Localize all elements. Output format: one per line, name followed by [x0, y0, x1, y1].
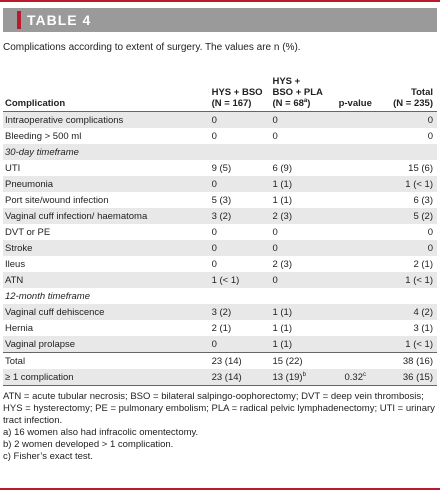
cell-hys-bso: [210, 128, 271, 144]
cell-p-value: [331, 369, 379, 386]
cell-hys-bso-value: 0: [211, 130, 217, 142]
table-row: [3, 256, 437, 272]
footnote-line: HYS = hysterectomy; PE = pulmonary embolism; PLA = radical pelvic lymphadenectomy; UTI = urinary: [3, 403, 435, 414]
footnote-marker: c: [362, 371, 366, 378]
cell-total: [379, 208, 437, 224]
column-header-p-value: [331, 63, 379, 112]
table-row: [3, 240, 437, 256]
cell-p-value: [331, 336, 379, 353]
table-row: [3, 208, 437, 224]
cell-hys-bso: [210, 353, 271, 370]
cell-total: [379, 112, 437, 129]
row-label: [3, 224, 210, 240]
cell-hys-bso-pla: [270, 320, 331, 336]
row-label: [3, 256, 210, 272]
cell-total-value: 1 (< 1): [405, 178, 433, 190]
cell-total-value: 2 (1): [413, 258, 433, 270]
row-label-value: Intraoperative complications: [5, 114, 124, 126]
column-header-close: ): [307, 98, 311, 109]
cell-hys-bso-pla: [270, 272, 331, 288]
cell-hys-bso-pla-value: 1 (1): [272, 322, 293, 334]
cell-total: [379, 128, 437, 144]
cell-hys-bso-value: 0: [211, 338, 217, 350]
cell-hys-bso-value: 0: [211, 258, 217, 270]
row-label: [3, 240, 210, 256]
table-footnotes: [3, 391, 435, 463]
cell-total-value: 0: [427, 226, 433, 238]
cell-total: [379, 336, 437, 353]
cell-total: [379, 160, 437, 176]
cell-hys-bso-pla-value: 0: [272, 130, 278, 142]
cell-p-value: [331, 208, 379, 224]
row-label-value: Hernia: [5, 322, 33, 334]
cell-total-value: 6 (3): [413, 194, 433, 206]
cell-hys-bso-pla-value: 6 (9): [272, 162, 293, 174]
cell-hys-bso-pla-value: 1 (1): [272, 338, 293, 350]
cell-hys-bso-value: 0: [211, 226, 217, 238]
cell-total-value: 0: [427, 130, 433, 142]
cell-hys-bso-value: 2 (1): [211, 322, 232, 334]
column-header-line: HYS +: [272, 76, 301, 87]
table-header-bar: [3, 8, 437, 32]
table-row: [3, 320, 437, 336]
table-row: [3, 112, 437, 129]
column-header-line: [272, 98, 329, 109]
row-label: [3, 320, 210, 336]
column-header-count: (N = 68: [272, 98, 304, 109]
cell-total: [379, 192, 437, 208]
cell-total-value: 36 (15): [402, 371, 433, 383]
section-label: 12-month timeframe: [5, 290, 91, 302]
row-label-value: Vaginal cuff infection/ haematoma: [5, 210, 148, 222]
cell-p-value: [331, 224, 379, 240]
column-header-line: HYS + BSO: [211, 87, 263, 98]
cell-total-value: 38 (16): [402, 355, 433, 367]
cell-p-value: [331, 240, 379, 256]
footnote-line: a) 16 women also had infracolic omentectomy.: [3, 427, 199, 438]
cell-hys-bso-pla-value: 1 (1): [272, 306, 293, 318]
row-label-value: Stroke: [5, 242, 33, 254]
cell-total: [379, 176, 437, 192]
cell-hys-bso-value: 23 (14): [211, 371, 242, 383]
row-label-value: Vaginal cuff dehiscence: [5, 306, 105, 318]
cell-hys-bso-pla: [270, 208, 331, 224]
cell-hys-bso-pla: [270, 176, 331, 192]
cell-total-value: 0: [427, 242, 433, 254]
cell-hys-bso-pla: [270, 192, 331, 208]
cell-hys-bso-pla-value: 2 (3): [272, 210, 293, 222]
cell-total-value: 3 (1): [413, 322, 433, 334]
row-label-value: Vaginal prolapse: [5, 338, 76, 350]
row-label: [3, 353, 210, 370]
table-row: [3, 369, 437, 386]
cell-hys-bso: [210, 160, 271, 176]
cell-hys-bso-value: 3 (2): [211, 210, 232, 222]
cell-hys-bso-pla: [270, 304, 331, 320]
cell-hys-bso-pla: [270, 336, 331, 353]
header-accent-mark: [17, 11, 21, 29]
cell-p-value: [331, 160, 379, 176]
row-label: [3, 272, 210, 288]
complications-table: [3, 63, 437, 386]
cell-hys-bso-pla-value: 13 (19): [272, 371, 303, 383]
cell-hys-bso-pla-value: 0: [272, 274, 278, 286]
cell-hys-bso: [210, 272, 271, 288]
cell-hys-bso: [210, 320, 271, 336]
cell-p-value: [331, 272, 379, 288]
cell-hys-bso-pla-value: 1 (1): [272, 178, 293, 190]
cell-hys-bso-pla: [270, 160, 331, 176]
cell-total: [379, 224, 437, 240]
column-header-line: p-value: [338, 98, 372, 109]
table-row: [3, 336, 437, 353]
cell-hys-bso-pla: [270, 256, 331, 272]
cell-hys-bso-pla: [270, 353, 331, 370]
cell-hys-bso: [210, 336, 271, 353]
row-label: [3, 304, 210, 320]
footnote-line: tract infection.: [3, 415, 63, 426]
column-header-hys-bso-pla: [270, 63, 331, 112]
column-header-line: Total: [411, 87, 433, 98]
cell-total: [379, 240, 437, 256]
cell-hys-bso: [210, 112, 271, 129]
table-row: [3, 304, 437, 320]
cell-hys-bso: [210, 208, 271, 224]
cell-total: [379, 304, 437, 320]
cell-hys-bso-value: 5 (3): [211, 194, 232, 206]
row-label: [3, 192, 210, 208]
section-row: [3, 144, 437, 160]
table-row: [3, 272, 437, 288]
footnote-line: b) 2 women developed > 1 complication.: [3, 439, 174, 450]
row-label-value: Pneumonia: [5, 178, 54, 190]
cell-hys-bso-pla: [270, 112, 331, 129]
cell-hys-bso-pla-value: 1 (1): [272, 194, 293, 206]
row-label-value: Bleeding > 500 ml: [5, 130, 82, 142]
cell-total: [379, 320, 437, 336]
top-rule: [0, 0, 440, 2]
cell-hys-bso-pla: [270, 240, 331, 256]
cell-hys-bso-value: 0: [211, 178, 217, 190]
table-row: [3, 192, 437, 208]
row-label-value: ≥ 1 complication: [5, 371, 74, 383]
cell-total: [379, 369, 437, 386]
cell-total-value: 1 (< 1): [405, 274, 433, 286]
cell-hys-bso-pla-value: 0: [272, 226, 278, 238]
cell-hys-bso-value: 1 (< 1): [211, 274, 240, 286]
section-label: 30-day timeframe: [3, 144, 437, 160]
column-header-line: (N = 167): [211, 98, 252, 109]
cell-hys-bso-pla-value: 2 (3): [272, 258, 293, 270]
cell-hys-bso-pla-value: 0: [272, 242, 278, 254]
cell-hys-bso: [210, 369, 271, 386]
section-row: [3, 288, 437, 304]
cell-hys-bso-value: 23 (14): [211, 355, 242, 367]
table-body: [3, 112, 437, 386]
column-header-line: BSO + PLA: [272, 87, 323, 98]
table-caption: Complications according to extent of surgery. The values are n (%).: [3, 42, 301, 53]
cell-hys-bso-pla: [270, 128, 331, 144]
row-label: [3, 128, 210, 144]
cell-hys-bso-value: 0: [211, 242, 217, 254]
cell-total-value: 0: [427, 114, 433, 126]
footnote-marker: a: [303, 97, 308, 104]
row-label-value: ATN: [5, 274, 24, 286]
table-header-row: [3, 63, 437, 112]
cell-hys-bso: [210, 192, 271, 208]
table-row: [3, 160, 437, 176]
table-row: [3, 176, 437, 192]
column-header-line: Complication: [5, 98, 66, 109]
cell-hys-bso-value: 3 (2): [211, 306, 232, 318]
cell-total-value: 1 (< 1): [405, 338, 433, 350]
row-label: [3, 336, 210, 353]
table-row: [3, 224, 437, 240]
cell-p-value: [331, 353, 379, 370]
cell-hys-bso-value: 0: [211, 114, 217, 126]
row-label: [3, 160, 210, 176]
cell-total-value: 15 (6): [408, 162, 433, 174]
cell-hys-bso-pla-value: 0: [272, 114, 278, 126]
cell-hys-bso-pla: [270, 224, 331, 240]
footnote-line: ATN = acute tubular necrosis; BSO = bilateral salpingo-oophorectomy; DVT = deep vein thrombosis;: [3, 391, 424, 402]
footnote-marker: b: [302, 371, 306, 378]
column-header-complication: [3, 63, 210, 112]
cell-p-value: [331, 176, 379, 192]
cell-hys-bso-pla-value: 15 (22): [272, 355, 303, 367]
cell-p-value: [331, 128, 379, 144]
row-label-value: UTI: [5, 162, 21, 174]
column-header-hys-bso: [210, 63, 271, 112]
cell-total: [379, 256, 437, 272]
row-label-value: Total: [5, 355, 26, 367]
row-label-value: Port site/wound infection: [5, 194, 109, 206]
column-header-line: (N = 235): [393, 98, 433, 109]
cell-p-value-value: 0.32: [344, 371, 363, 383]
cell-hys-bso: [210, 304, 271, 320]
table-row: [3, 128, 437, 144]
cell-p-value: [331, 256, 379, 272]
row-label: [3, 369, 210, 386]
cell-p-value: [331, 320, 379, 336]
cell-total-value: 5 (2): [413, 210, 433, 222]
column-header-total: [379, 63, 437, 112]
cell-p-value: [331, 192, 379, 208]
row-label: [3, 112, 210, 129]
cell-hys-bso-value: 9 (5): [211, 162, 232, 174]
cell-hys-bso: [210, 240, 271, 256]
table-title: TABLE 4: [27, 12, 92, 28]
cell-total: [379, 272, 437, 288]
cell-hys-bso-pla: [270, 369, 331, 386]
cell-hys-bso: [210, 176, 271, 192]
cell-total-value: 4 (2): [413, 306, 433, 318]
row-label-value: Ileus: [5, 258, 26, 270]
row-label-value: DVT or PE: [5, 226, 51, 238]
cell-hys-bso: [210, 224, 271, 240]
table-row: [3, 353, 437, 370]
cell-total: [379, 353, 437, 370]
row-label: [3, 176, 210, 192]
cell-hys-bso: [210, 256, 271, 272]
cell-p-value: [331, 304, 379, 320]
row-label: [3, 208, 210, 224]
cell-p-value: [331, 112, 379, 129]
footnote-line: c) Fisher’s exact test.: [3, 451, 93, 462]
